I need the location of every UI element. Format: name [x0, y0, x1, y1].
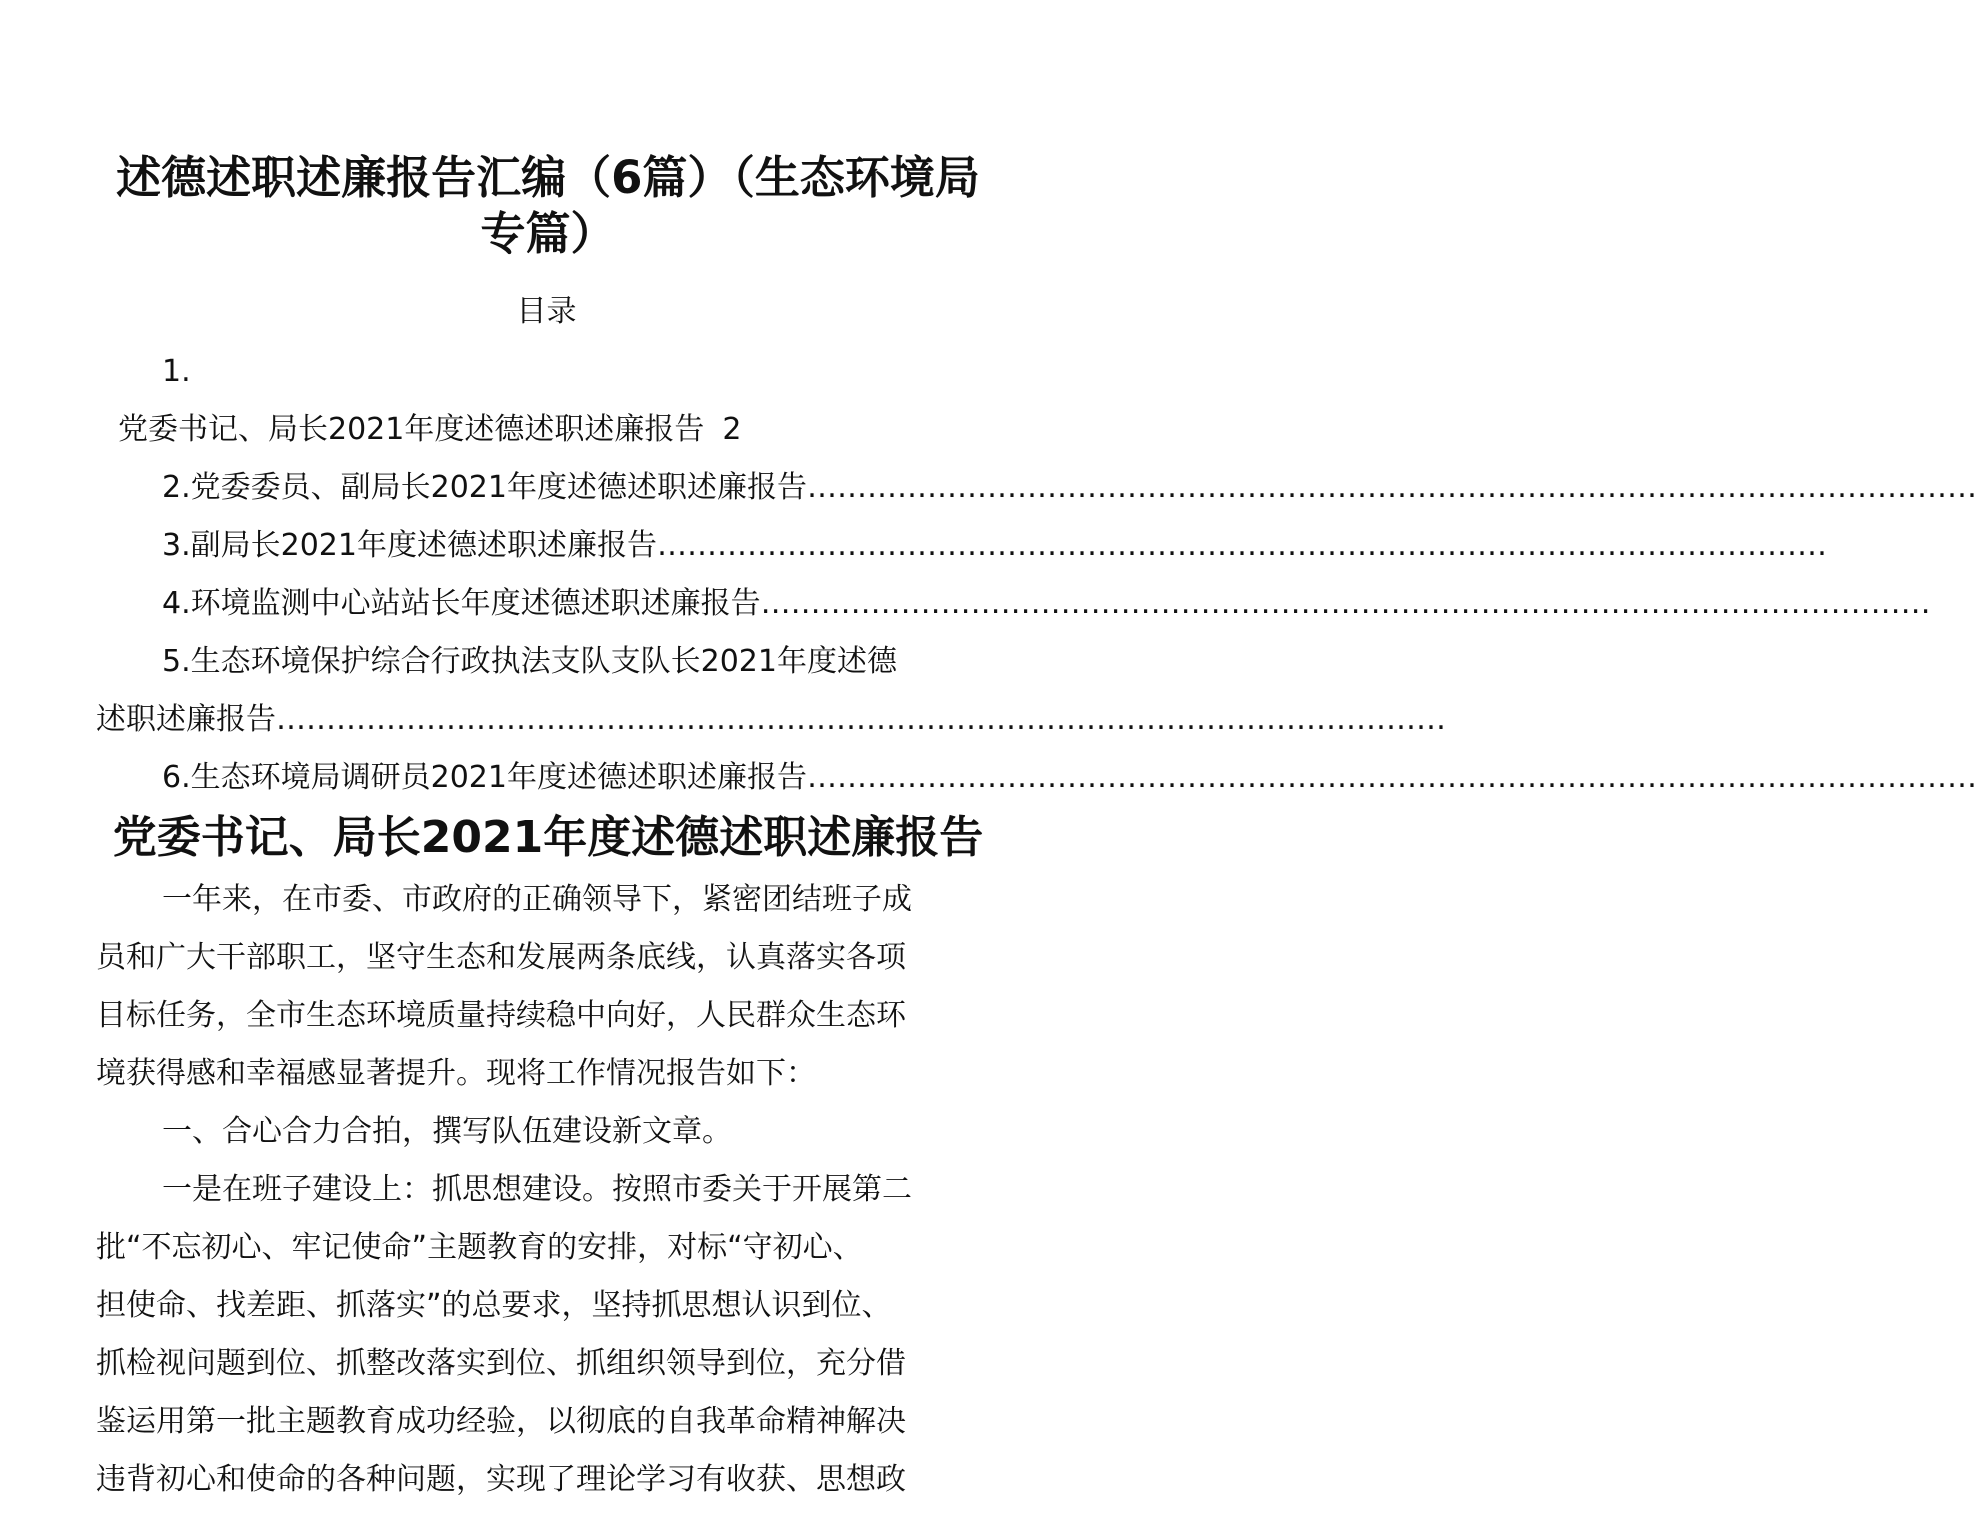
para-2-line-4: 抓检视问题到位、抓整改落实到位、抓组织领导到位，充分借 [96, 1346, 906, 1381]
toc-item-2-leader: ……………………………………………………………………………………………………… [806, 470, 1977, 505]
toc-item-5-line-2[interactable] [96, 700, 1446, 740]
toc-item-4[interactable] [162, 584, 1931, 624]
para-2-line-3: 担使命、找差距、抓落实”的总要求，坚持抓思想认识到位、 [96, 1288, 892, 1323]
toc-item-3[interactable] [162, 526, 1827, 566]
toc-item-1-number[interactable]: 1. [162, 354, 191, 389]
para-1-line-4: 境获得感和幸福感显著提升。现将工作情况报告如下： [96, 1056, 816, 1091]
toc-item-3-leader: ……………………………………………………………………………………………………… [656, 528, 1827, 563]
toc-item-1-page: 2 [722, 412, 742, 447]
section-1-heading: 党委书记、局长2021年度述德述职述廉报告 [112, 812, 984, 863]
toc-item-6-leader: ……………………………………………………………………………………………………… [806, 760, 1977, 795]
toc-item-2-text: 2.党委委员、副局长2021年度述德述职述廉报告 [162, 470, 807, 505]
toc-label: 目录 [516, 294, 577, 329]
toc-item-6-text: 6.生态环境局调研员2021年度述德述职述廉报告 [162, 760, 807, 795]
para-1-line-3: 目标任务，全市生态环境质量持续稳中向好，人民群众生态环 [96, 998, 906, 1033]
toc-item-5-line-1[interactable]: 5.生态环境保护综合行政执法支队支队长2021年度述德 [162, 644, 897, 679]
para-2-line-5: 鉴运用第一批主题教育成功经验，以彻底的自我革命精神解决 [96, 1404, 906, 1439]
toc-item-6[interactable] [162, 758, 1977, 798]
toc-item-5-leader: ……………………………………………………………………………………………………… [276, 702, 1446, 737]
subheading-1: 一、合心合力合拍，撰写队伍建设新文章。 [162, 1114, 732, 1149]
document-title-line-1: 述德述职述廉报告汇编（6篇）（生态环境局 [116, 151, 980, 204]
toc-item-3-text: 3.副局长2021年度述德述职述廉报告 [162, 528, 657, 563]
toc-item-5-text-2: 述职述廉报告 [96, 702, 276, 737]
para-1-line-2: 员和广大干部职工，坚守生态和发展两条底线，认真落实各项 [96, 940, 906, 975]
document-title-line-2: 专篇） [480, 207, 616, 260]
toc-item-4-leader: ……………………………………………………………………………………………………… [760, 586, 1931, 621]
toc-item-1-text: 党委书记、局长2021年度述德述职述廉报告 [118, 412, 705, 447]
toc-item-4-text: 4.环境监测中心站站长年度述德述职述廉报告 [162, 586, 761, 621]
para-2-line-6: 违背初心和使命的各种问题，实现了理论学习有收获、思想政 [96, 1462, 906, 1497]
para-1-line-1: 一年来，在市委、市政府的正确领导下，紧密团结班子成 [162, 882, 912, 917]
toc-item-2[interactable] [162, 468, 1977, 508]
para-2-line-2: 批“不忘初心、牢记使命”主题教育的安排，对标“守初心、 [96, 1230, 863, 1265]
para-2-line-1: 一是在班子建设上：抓思想建设。按照市委关于开展第二 [162, 1172, 912, 1207]
toc-item-1[interactable] [118, 410, 741, 450]
